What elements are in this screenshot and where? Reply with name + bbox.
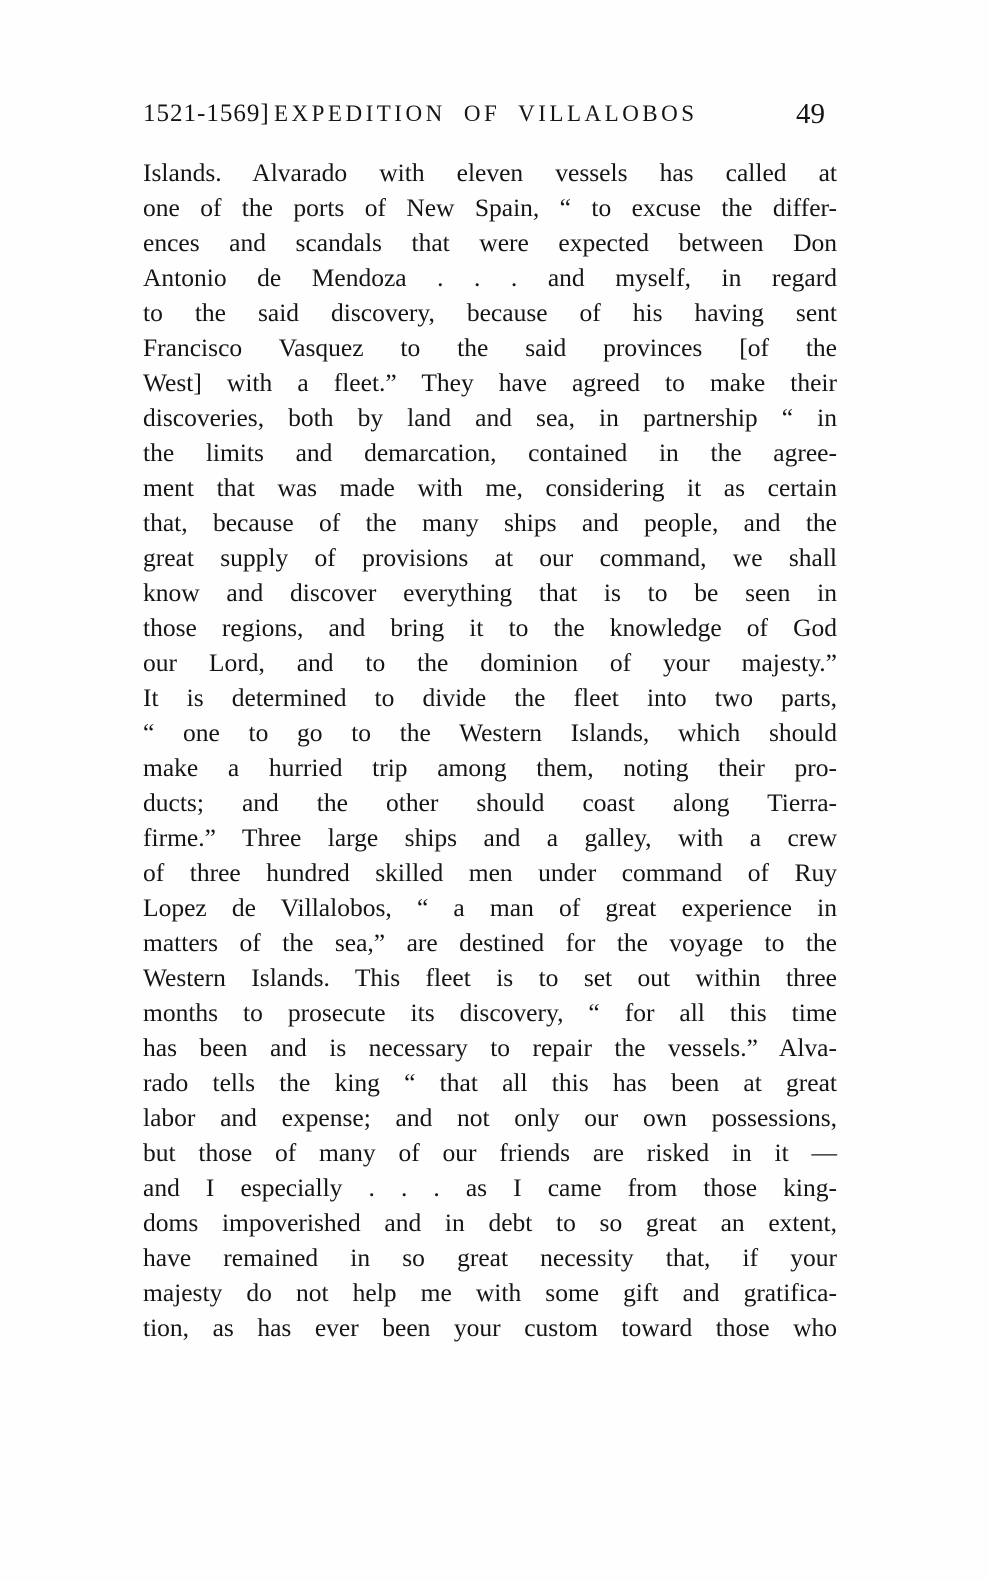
text-line: that, because of the many ships and people, and the [143, 508, 837, 537]
text-line: Lopez de Villalobos, “ a man of great experience in [143, 893, 837, 922]
text-line: make a hurried trip among them, noting their pro- [143, 753, 837, 782]
text-line: the limits and demarcation, contained in the agree- [143, 438, 837, 467]
text-line: ducts; and the other should coast along Tierra- [143, 788, 837, 817]
text-line: one of the ports of New Spain, “ to excuse the differ- [143, 193, 837, 222]
text-line: tion, as has ever been your custom toward those who [143, 1313, 837, 1342]
header-date-range: 1521-1569] [143, 100, 270, 127]
text-line: to the said discovery, because of his having sent [143, 298, 837, 327]
text-line: “ one to go to the Western Islands, which should [143, 718, 837, 747]
page-body-text [143, 155, 837, 1345]
text-line: Francisco Vasquez to the said provinces [of the [143, 333, 837, 362]
text-line: matters of the sea,” are destined for the voyage to the [143, 928, 837, 957]
text-line: and I especially . . . as I came from those king- [143, 1173, 837, 1202]
text-line: majesty do not help me with some gift and gratifica- [143, 1278, 837, 1307]
text-line: It is determined to divide the fleet into two parts, [143, 683, 837, 712]
text-line: ment that was made with me, considering it as certain [143, 473, 837, 502]
text-line: our Lord, and to the dominion of your majesty.” [143, 648, 837, 677]
text-line: those regions, and bring it to the knowledge of God [143, 613, 837, 642]
text-line: know and discover everything that is to be seen in [143, 578, 837, 607]
running-title: EXPEDITION OF VILLALOBOS [273, 101, 698, 126]
text-line: Western Islands. This fleet is to set out within three [143, 963, 837, 992]
text-line: firme.” Three large ships and a galley, with a crew [143, 823, 837, 852]
text-line: but those of many of our friends are risked in it — [143, 1138, 837, 1167]
text-line: doms impoverished and in debt to so great an extent, [143, 1208, 837, 1237]
text-line: ences and scandals that were expected between Don [143, 228, 837, 257]
text-line: of three hundred skilled men under command of Ruy [143, 858, 837, 887]
text-line: discoveries, both by land and sea, in partnership “ in [143, 403, 837, 432]
text-line: great supply of provisions at our command, we shall [143, 543, 837, 572]
text-line: labor and expense; and not only our own possessions, [143, 1103, 837, 1132]
text-line: has been and is necessary to repair the vessels.” Alva- [143, 1033, 837, 1062]
page-number: 49 [796, 98, 825, 130]
text-line: Islands. Alvarado with eleven vessels has called at [143, 158, 837, 187]
page-header [143, 98, 837, 132]
text-line: West] with a fleet.” They have agreed to make their [143, 368, 837, 397]
text-line: Antonio de Mendoza . . . and myself, in regard [143, 263, 837, 292]
text-line: rado tells the king “ that all this has been at great [143, 1068, 837, 1097]
text-line: have remained in so great necessity that, if your [143, 1243, 837, 1272]
text-line: months to prosecute its discovery, “ for all this time [143, 998, 837, 1027]
